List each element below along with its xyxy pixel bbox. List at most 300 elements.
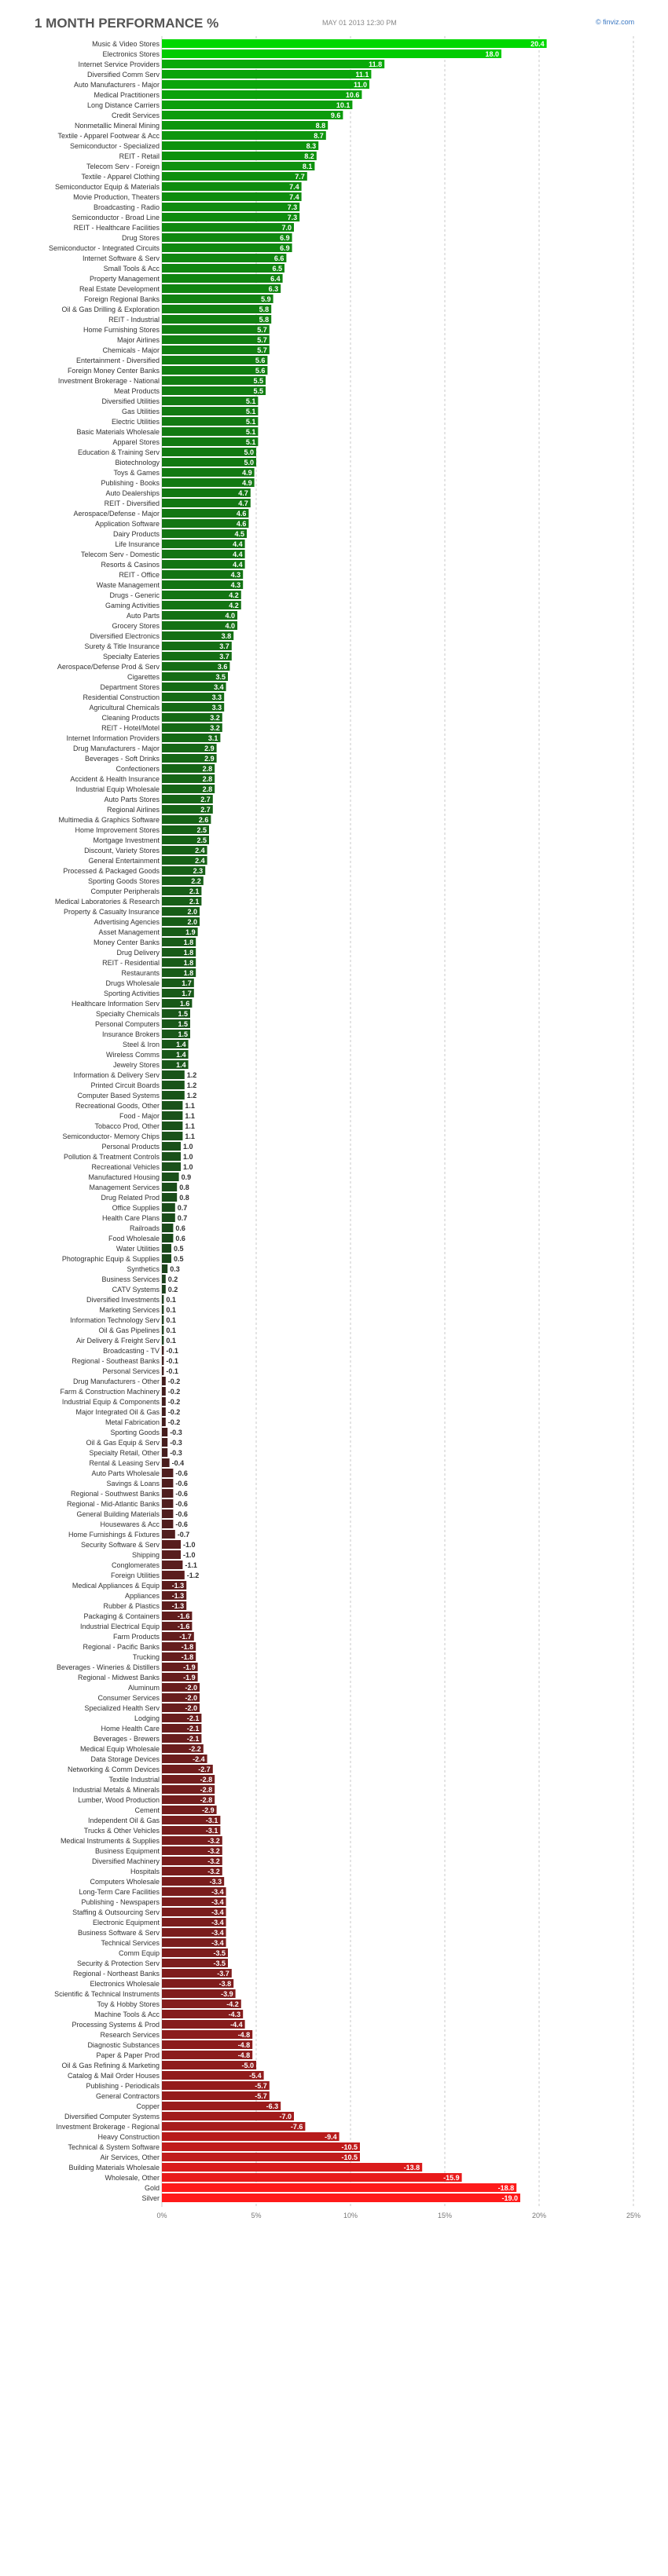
data-label: -1.9 [183, 1674, 196, 1681]
data-label: -5.7 [255, 2092, 267, 2100]
data-label: 1.9 [185, 928, 196, 936]
category-label: Diversified Computer Systems [64, 2113, 160, 2120]
category-label: Industrial Equip Wholesale [75, 785, 160, 793]
bar [162, 1469, 173, 1477]
category-label: Regional - Northeast Banks [72, 1970, 160, 1978]
category-label: Beverages - Soft Drinks [84, 755, 160, 763]
category-label: Cleaning Products [101, 714, 160, 722]
data-label: -1.0 [183, 1541, 196, 1549]
category-label: General Entertainment [88, 857, 160, 865]
category-label: Foreign Utilities [110, 1572, 160, 1579]
bar [162, 407, 258, 415]
data-label: 8.8 [315, 122, 326, 130]
data-label: -4.2 [226, 2000, 239, 2008]
data-label: 3.4 [214, 683, 224, 691]
data-label: -0.6 [175, 1520, 188, 1528]
data-label: 0.2 [167, 1286, 178, 1293]
category-label: Semiconductor - Integrated Circuits [48, 244, 160, 252]
bar [162, 1448, 167, 1457]
bar [162, 305, 271, 313]
category-label: Medical Practitioners [94, 91, 160, 99]
category-label: Metal Fabrication [105, 1418, 160, 1426]
category-label: Internet Information Providers [66, 734, 160, 742]
category-label: Drugs - Generic [109, 591, 160, 599]
bar [162, 1275, 166, 1283]
data-label: 0.1 [166, 1337, 176, 1345]
data-label: 0.1 [166, 1326, 176, 1334]
category-label: Dairy Products [112, 530, 160, 538]
data-label: -3.2 [207, 1868, 220, 1875]
data-label: 1.8 [183, 939, 194, 946]
data-label: 1.2 [186, 1092, 197, 1100]
category-label: REIT - Healthcare Facilities [73, 224, 160, 232]
category-label: Agricultural Chemicals [89, 704, 160, 712]
data-label: -7.0 [279, 2113, 292, 2120]
data-label: 5.1 [245, 397, 256, 405]
data-label: -1.8 [181, 1653, 194, 1661]
category-label: Biotechnology [115, 459, 160, 467]
bar [162, 213, 299, 221]
category-label: Medical Instruments & Supplies [60, 1837, 160, 1845]
category-label: Manufactured Housing [88, 1173, 160, 1181]
brand-link[interactable]: © finviz.com [596, 18, 635, 26]
data-label: 1.0 [183, 1143, 193, 1151]
data-label: -3.4 [211, 1888, 224, 1896]
category-label: Food Wholesale [108, 1235, 160, 1242]
bar [162, 295, 273, 303]
x-tick-label: 0% [156, 2212, 167, 2219]
data-label: 5.6 [255, 367, 266, 375]
data-label: 4.0 [225, 622, 235, 630]
data-label: -10.5 [341, 2143, 358, 2151]
category-label: Jewelry Stores [112, 1061, 160, 1069]
data-label: -10.5 [341, 2153, 358, 2161]
category-label: Scientific & Technical Instruments [54, 1990, 160, 1998]
category-label: Conglomerates [111, 1561, 160, 1569]
category-label: Education & Training Serv [77, 448, 160, 456]
category-label: Recreational Goods, Other [75, 1102, 160, 1110]
data-label: -3.4 [211, 1939, 224, 1947]
category-label: Small Tools & Acc [103, 265, 160, 273]
category-label: Entertainment - Diversified [75, 357, 160, 364]
category-label: Railroads [129, 1224, 160, 1232]
category-label: Management Services [89, 1184, 160, 1191]
category-label: Industrial Equip & Components [61, 1398, 160, 1406]
data-label: 1.1 [185, 1132, 195, 1140]
data-label: 7.3 [287, 203, 298, 211]
category-label: REIT - Office [119, 571, 160, 579]
category-label: Discount, Variety Stores [84, 847, 160, 854]
category-label: Technical & System Software [68, 2143, 160, 2151]
data-label: 8.2 [304, 152, 314, 160]
data-label: -0.2 [167, 1408, 181, 1416]
data-label: -1.3 [171, 1602, 185, 1610]
data-label: 1.6 [179, 1000, 190, 1008]
category-label: Oil & Gas Refining & Marketing [61, 2062, 160, 2069]
data-label: -4.8 [237, 2041, 251, 2049]
bar [162, 1224, 173, 1232]
category-label: Paper & Paper Prod [96, 2051, 160, 2059]
data-label: 4.5 [234, 530, 244, 538]
category-label: General Building Materials [76, 1510, 160, 1518]
category-label: Sporting Goods [110, 1429, 160, 1436]
data-label: -0.3 [170, 1429, 182, 1436]
x-tick-label: 25% [626, 2212, 641, 2219]
data-label: 5.1 [245, 428, 256, 436]
data-label: 4.7 [238, 489, 248, 497]
bar [162, 1377, 166, 1385]
data-label: -1.0 [183, 1551, 196, 1559]
bar [162, 1489, 173, 1498]
data-label: -2.4 [193, 1755, 205, 1763]
category-label: Technical Services [101, 1939, 160, 1947]
data-label: 0.1 [166, 1306, 176, 1314]
bar [162, 2183, 516, 2192]
data-label: 5.1 [245, 408, 256, 415]
category-label: Savings & Loans [106, 1480, 160, 1487]
bar [162, 417, 258, 426]
category-label: Investment Brokerage - Regional [56, 2123, 160, 2131]
data-label: -9.4 [325, 2133, 337, 2141]
bar [162, 519, 248, 528]
data-label: 2.8 [202, 765, 213, 773]
category-label: Regional - Southeast Banks [72, 1357, 160, 1365]
category-label: Auto Parts [126, 612, 160, 620]
bar [162, 1183, 177, 1191]
category-label: Aluminum [127, 1684, 160, 1692]
bar [162, 172, 307, 181]
category-label: Research Services [100, 2031, 160, 2039]
bar [162, 1418, 166, 1426]
bar [162, 49, 501, 58]
bar [162, 70, 371, 79]
category-label: Beverages - Brewers [93, 1735, 160, 1743]
data-label: 5.5 [253, 377, 263, 385]
category-label: Telecom Serv - Domestic [80, 551, 160, 558]
bar [162, 1142, 181, 1151]
data-label: 4.4 [233, 561, 243, 569]
category-label: Gaming Activities [105, 602, 160, 609]
category-label: Internet Service Providers [78, 60, 160, 68]
category-label: Long Distance Carriers [86, 101, 160, 109]
data-label: 2.9 [204, 745, 215, 752]
bar [162, 1550, 181, 1559]
data-label: 10.6 [345, 91, 360, 99]
bar [162, 264, 284, 273]
category-label: Diversified Utilities [101, 397, 160, 405]
data-label: -3.2 [207, 1837, 220, 1845]
data-label: -3.3 [209, 1878, 222, 1886]
bar [162, 223, 294, 232]
category-label: Healthcare Information Serv [71, 1000, 160, 1008]
data-label: 1.0 [183, 1153, 193, 1161]
data-label: 18.0 [485, 50, 499, 58]
category-label: Broadcasting - Radio [93, 203, 160, 211]
bar [162, 192, 302, 201]
data-label: 1.4 [176, 1051, 186, 1059]
category-label: Hospitals [130, 1868, 160, 1875]
data-label: 2.1 [189, 898, 200, 906]
data-label: 11.1 [355, 71, 369, 79]
category-label: Networking & Comm Devices [67, 1766, 160, 1773]
bar [162, 233, 292, 242]
category-label: General Contractors [95, 2092, 160, 2100]
category-label: Credit Services [111, 112, 160, 119]
data-label: 5.1 [245, 418, 256, 426]
data-label: 2.8 [202, 775, 213, 783]
category-label: Foreign Money Center Banks [67, 367, 160, 375]
bar [162, 1561, 182, 1569]
category-label: Basic Materials Wholesale [76, 428, 160, 436]
category-label: Processing Systems & Prod [72, 2021, 160, 2029]
bar [162, 1101, 182, 1110]
bar [162, 468, 255, 477]
category-label: Gold [144, 2184, 160, 2192]
category-label: Drugs Wholesale [105, 979, 160, 987]
category-label: Grocery Stores [112, 622, 160, 630]
bar [162, 2173, 462, 2182]
data-label: -2.8 [200, 1796, 213, 1804]
data-label: 4.7 [238, 499, 248, 507]
data-label: -3.4 [211, 1919, 224, 1927]
data-label: -3.2 [207, 1847, 220, 1855]
bar [162, 1193, 177, 1202]
data-label: -2.0 [185, 1684, 197, 1692]
category-label: Music & Video Stores [92, 40, 160, 48]
bar [162, 427, 258, 436]
bar [162, 1162, 181, 1171]
category-label: Insurance Brokers [101, 1030, 160, 1038]
category-label: Air Delivery & Freight Serv [75, 1337, 160, 1345]
bar [162, 1336, 163, 1345]
category-label: Information & Delivery Serv [73, 1071, 160, 1079]
data-label: -0.3 [170, 1439, 182, 1447]
data-label: 1.5 [178, 1030, 188, 1038]
data-label: -3.1 [205, 1827, 218, 1835]
category-label: Resorts & Casinos [101, 561, 160, 569]
data-label: 0.1 [166, 1296, 176, 1304]
category-label: Heavy Construction [97, 2133, 160, 2141]
data-label: 4.6 [236, 520, 247, 528]
data-label: -0.6 [175, 1469, 188, 1477]
bar [162, 1438, 167, 1447]
data-label: 0.5 [174, 1245, 184, 1253]
data-label: -18.8 [497, 2184, 515, 2192]
bar [162, 243, 292, 252]
category-label: Food - Major [119, 1112, 160, 1120]
category-label: Marketing Services [99, 1306, 160, 1314]
data-label: -0.2 [167, 1378, 181, 1385]
category-label: REIT - Residential [102, 959, 160, 967]
category-label: Steel & Iron [122, 1041, 160, 1048]
category-label: Water Utilities [116, 1245, 160, 1253]
category-label: Internet Software & Serv [82, 254, 160, 262]
category-label: Advertising Agencies [94, 918, 160, 926]
data-label: -0.3 [170, 1449, 182, 1457]
data-label: 4.3 [230, 581, 241, 589]
bar [162, 1132, 182, 1140]
data-label: -0.6 [175, 1480, 188, 1487]
data-label: 8.3 [306, 142, 317, 150]
data-label: 3.7 [219, 642, 229, 650]
category-label: Publishing - Newspapers [81, 1898, 160, 1906]
category-label: REIT - Industrial [108, 316, 160, 324]
data-label: -6.3 [266, 2102, 279, 2110]
data-label: 1.7 [182, 979, 192, 987]
data-label: 9.6 [330, 112, 341, 119]
category-label: Independent Oil & Gas [87, 1817, 160, 1824]
data-label: -3.5 [213, 1949, 226, 1957]
category-label: Home Health Care [101, 1725, 160, 1733]
bar [162, 376, 266, 385]
category-label: Semiconductor Equip & Materials [54, 183, 160, 191]
data-label: -1.6 [177, 1612, 190, 1620]
data-label: 6.3 [268, 285, 279, 293]
bar [162, 386, 266, 395]
category-label: Cement [134, 1806, 160, 1814]
category-label: Information Technology Serv [70, 1316, 160, 1324]
category-label: Catalog & Mail Order Houses [67, 2072, 160, 2080]
data-label: -1.3 [171, 1592, 185, 1600]
data-label: -4.3 [228, 2011, 241, 2018]
bar [162, 1571, 185, 1579]
bar [162, 1070, 185, 1079]
category-label: REIT - Diversified [104, 499, 160, 507]
bar [162, 437, 258, 446]
bar [162, 2081, 270, 2090]
bar [162, 274, 283, 283]
data-label: -3.8 [218, 1980, 232, 1988]
data-label: 6.9 [280, 234, 290, 242]
bar [162, 121, 328, 130]
data-label: 3.3 [211, 693, 222, 701]
data-label: 3.1 [207, 734, 218, 742]
data-label: 4.6 [236, 510, 247, 518]
category-label: Foreign Regional Banks [83, 295, 160, 303]
category-label: Specialized Health Serv [84, 1704, 160, 1712]
category-label: Textile - Apparel Footwear & Acc [57, 132, 160, 140]
bar [162, 1254, 171, 1263]
bar [162, 182, 302, 191]
bar [162, 397, 258, 405]
bar [162, 1203, 175, 1212]
data-label: 0.5 [174, 1255, 184, 1263]
bar [162, 315, 271, 324]
bar [162, 39, 547, 48]
category-label: Diversified Comm Serv [86, 71, 160, 79]
x-tick-label: 20% [531, 2212, 547, 2219]
category-label: Regional - Pacific Banks [83, 1643, 160, 1651]
category-label: Lodging [134, 1714, 160, 1722]
bar [162, 1295, 163, 1304]
category-label: Aerospace/Defense - Major [73, 510, 160, 518]
data-label: 7.4 [289, 193, 299, 201]
bar [162, 2142, 360, 2151]
data-label: 7.4 [289, 183, 299, 191]
data-label: -0.6 [175, 1510, 188, 1518]
category-label: Regional - Mid-Atlantic Banks [66, 1500, 160, 1508]
data-label: -0.2 [167, 1398, 181, 1406]
bar [162, 1530, 175, 1539]
bar [162, 1509, 173, 1518]
data-label: 0.9 [181, 1173, 192, 1181]
category-label: Medical Appliances & Equip [72, 1582, 160, 1590]
category-label: Diversified Machinery [91, 1857, 160, 1865]
category-label: REIT - Hotel/Motel [101, 724, 160, 732]
bar [162, 1122, 182, 1130]
data-label: 2.5 [196, 836, 207, 844]
category-label: Health Care Plans [101, 1214, 160, 1222]
category-label: Home Furnishing Stores [83, 326, 160, 334]
data-label: -0.7 [177, 1531, 190, 1539]
data-label: 1.5 [178, 1020, 188, 1028]
category-label: Apparel Stores [112, 438, 160, 446]
data-label: -3.2 [207, 1857, 220, 1865]
data-label: 4.4 [233, 551, 243, 558]
category-label: Mortgage Investment [93, 836, 160, 844]
data-label: 6.4 [270, 275, 281, 283]
data-label: 3.8 [221, 632, 232, 640]
category-label: Confectioners [116, 765, 160, 773]
bar [162, 509, 248, 518]
category-label: Data Storage Devices [90, 1755, 160, 1763]
category-label: Copper [136, 2102, 160, 2110]
data-label: 6.5 [272, 265, 282, 273]
category-label: Machine Tools & Acc [94, 2011, 160, 2018]
data-label: 0.2 [167, 1275, 178, 1283]
data-label: -3.1 [205, 1817, 218, 1824]
data-label: 2.9 [204, 755, 215, 763]
bar [162, 2102, 281, 2110]
category-label: Business Software & Serv [77, 1929, 160, 1937]
data-label: 0.8 [179, 1194, 189, 1202]
data-label: 8.7 [314, 132, 324, 140]
data-label: 11.0 [353, 81, 367, 89]
data-label: 0.7 [177, 1214, 188, 1222]
data-label: -15.9 [443, 2174, 460, 2182]
bar [162, 1326, 163, 1334]
category-label: Home Furnishings & Fixtures [68, 1531, 160, 1539]
category-label: Regional Airlines [106, 806, 160, 814]
x-tick-label: 5% [251, 2212, 262, 2219]
data-label: 0.3 [170, 1265, 180, 1273]
data-label: 2.1 [189, 887, 200, 895]
data-label: -3.5 [213, 1959, 226, 1967]
bar [162, 499, 251, 507]
data-label: -3.4 [211, 1929, 224, 1937]
category-label: Computer Based Systems [77, 1092, 160, 1100]
bar [162, 1315, 163, 1324]
category-label: Semiconductor- Memory Chips [62, 1132, 160, 1140]
bar [162, 2153, 360, 2161]
bar [162, 1367, 163, 1375]
data-label: -19.0 [501, 2194, 518, 2202]
category-label: Shipping [131, 1551, 160, 1559]
data-label: -1.1 [185, 1561, 197, 1569]
category-label: REIT - Retail [119, 152, 160, 160]
category-label: Drug Manufacturers - Major [72, 745, 160, 752]
data-label: 6.9 [280, 244, 290, 252]
data-label: 1.1 [185, 1122, 195, 1130]
data-label: -0.2 [167, 1388, 181, 1396]
category-label: Computer Peripherals [90, 887, 160, 895]
category-label: Air Services, Other [100, 2153, 160, 2161]
category-label: Farm Products [112, 1633, 160, 1641]
data-label: 1.7 [182, 990, 192, 997]
bar [162, 60, 384, 68]
bar [162, 1479, 173, 1487]
data-label: 1.4 [176, 1061, 186, 1069]
